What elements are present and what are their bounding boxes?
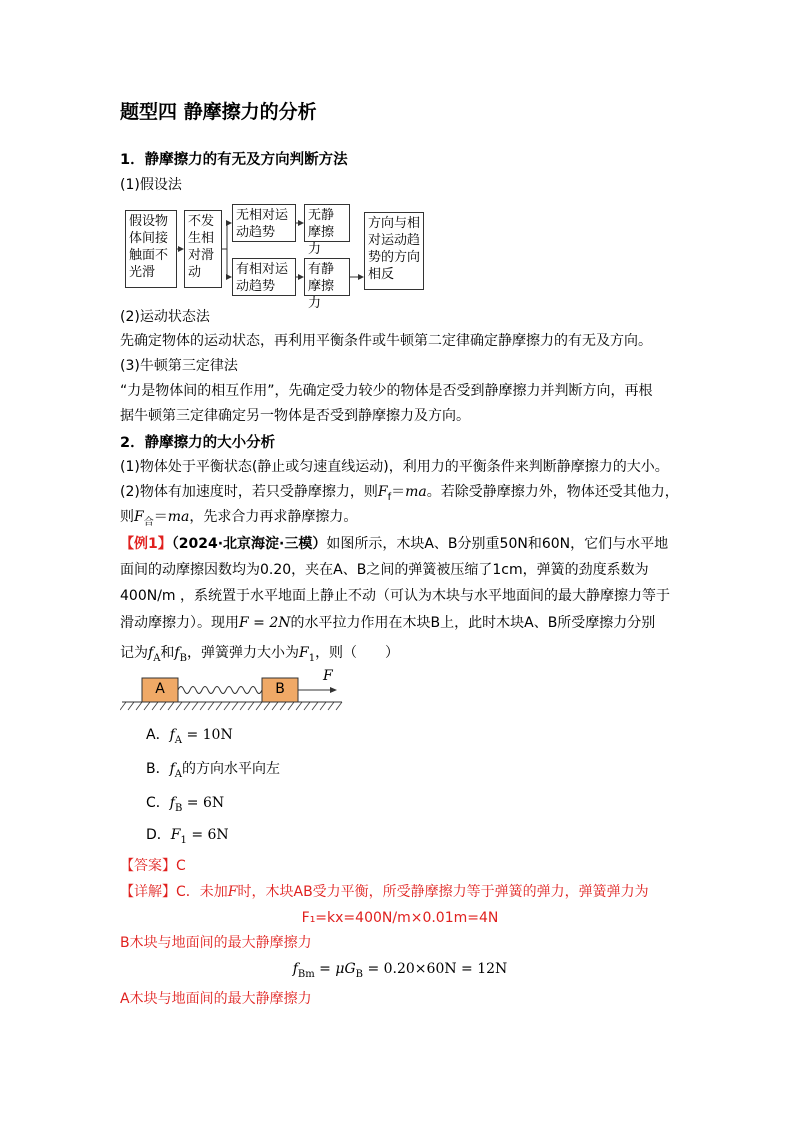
block-a-label: A (155, 681, 165, 697)
option-c[interactable]: C．$f_B = 6N$ (146, 795, 225, 814)
example-tag: 【例1】 (120, 536, 172, 552)
force-label: F (323, 668, 333, 684)
method-3-text-1: “力是物体间的相互作用”，先确定受力较少的物体是否受到静摩擦力并判断方向，再根 (120, 383, 653, 399)
method-1-label: (1)假设法 (120, 177, 182, 193)
flow-box-no-static: 无静摩擦力 (304, 204, 350, 242)
example-line-4: 滑动摩擦力）。现用F = 2N的水平拉力作用在木块B上，此时木块A、B所受摩擦力分别 (120, 615, 656, 631)
answer-line-b: B木块与地面间的最大静摩擦力 (120, 935, 312, 951)
size-rule-1: (1)物体处于平衡状态(静止或匀速直线运动)，利用力的平衡条件来判断静摩擦力的大小。 (120, 459, 669, 475)
block-b-label: B (275, 681, 285, 697)
size-rule-3: 则$F_合=ma$，先求合力再求静摩擦力。 (120, 509, 358, 528)
answer-equation-2: $f_{Bm} = \mu G_B = 0.20\times 60N = 12N$ (292, 961, 508, 980)
answer-detail: 【详解】C．未加F时，木块AB受力平衡，所受静摩擦力等于弹簧的弹力，弹簧弹力为 (120, 884, 649, 900)
option-d[interactable]: D．$F_1 = 6N$ (146, 827, 229, 846)
section-heading-2: 2．静摩擦力的大小分析 (120, 435, 276, 451)
flow-box-no-slip: 不发生相对滑动 (184, 210, 222, 288)
method-2-label: (2)运动状态法 (120, 309, 210, 325)
flow-box-has-static: 有静摩擦力 (304, 258, 350, 296)
method-3-text-2: 据牛顿第三定律确定另一物体是否受到静摩擦力及方向。 (120, 408, 470, 424)
example-line-5: 记为$f_A$和$f_B$，弹簧弹力大小为$F_1$，则（ ） (120, 645, 400, 664)
flow-box-direction: 方向与相对运动趋势的方向相反 (364, 212, 424, 290)
ground-hatch (120, 702, 342, 710)
example-line-3: 400N/m ，系统置于水平地面上静止不动（可认为木块与水平地面间的最大静摩擦力等于 (120, 588, 670, 604)
option-b[interactable]: B．$f_A$的方向水平向左 (146, 761, 281, 780)
section-heading-1: 1．静摩擦力的有无及方向判断方法 (120, 152, 348, 168)
example-line-2: 面间的动摩擦因数均为0.20，夹在A、B之间的弹簧被压缩了1cm，弹簧的劲度系数为 (120, 562, 649, 578)
answer-equation-1: F₁=kx=400N/m×0.01m=4N (301, 910, 499, 926)
method-3-label: (3)牛顿第三定律法 (120, 358, 238, 374)
spring (178, 687, 262, 694)
method-2-text: 先确定物体的运动状态，再利用平衡条件或牛顿第二定律确定静摩擦力的有无及方向。 (120, 333, 652, 349)
example-source: （2024·北京海淀·三模） (171, 536, 327, 552)
size-rule-2: (2)物体有加速度时，若只受静摩擦力，则$F_f=ma$。若除受静摩擦力外，物体还受其他力， (120, 484, 679, 503)
answer-line-a: A木块与地面间的最大静摩擦力 (120, 991, 312, 1007)
answer-label: 【答案】C (120, 858, 186, 874)
flow-box-assume: 假设物体间接触面不光滑 (125, 210, 177, 288)
flow-arrows (0, 0, 800, 320)
flow-box-has-trend: 有相对运动趋势 (232, 258, 296, 296)
page-title: 题型四 静摩擦力的分析 (120, 101, 317, 123)
example-line-1: 【例1】（2024·北京海淀·三模）如图所示，木块A、B分别重50N和60N，它们与水平地 (120, 536, 669, 552)
flow-box-no-trend: 无相对运动趋势 (232, 204, 296, 242)
option-a[interactable]: A．$f_A = 10N$ (146, 727, 233, 746)
